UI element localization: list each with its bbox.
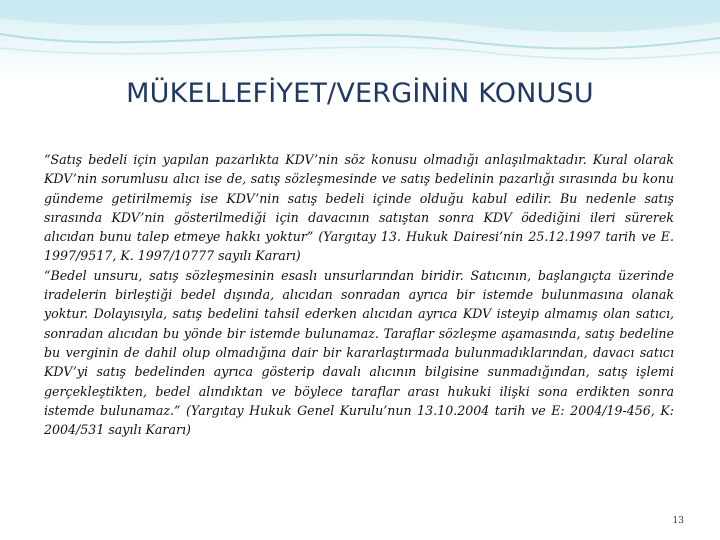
page-number: 13 <box>672 516 684 526</box>
slide-body <box>44 150 674 439</box>
quote-paragraph-2: “Bedel unsuru, satış sözleşmesinin esaslı unsurlarından biridir. Satıcının, başlangıçta üzerinde iradelerin birleştiği bedel dışında, alıcıdan sonradan ayrıca bir istemde bulunmasına olanak yoktur. Dolayısıyla, satış bedelini tahsil ederken alıcıdan ayrıca KDV isteyip almamış olan satıcı, sonradan alıcıdan bu yönde bir istemde bulunamaz. Taraflar sözleşme aşamasında, satış bedeline bu verginin de dahil olup olmadığına dair bir kararlaştırmada bulunmadıklarından, davacı satıcı KDV’yi satış bedelinden ayrıca gösterip davalı alıcının bilgisine sunmadığından, satış işlemi gerçekleştikten, bedel alındıktan ve böylece taraflar arası hukuki ilişki sona erdikten sonra istemde bulunamaz.” (Yargıtay Hukuk Genel Kurulu’nun 13.10.2004 tarih ve E: 2004/19-456, K: 2004/531 sayılı Kararı) <box>44 267 674 438</box>
header-wave-decoration <box>0 0 720 80</box>
slide-title: MÜKELLEFİYET/VERGİNİN KONUSU <box>126 78 594 109</box>
quote-paragraph-1: “Satış bedeli için yapılan pazarlıkta KDV’nin söz konusu olmadığı anlaşılmaktadır. Kural olarak KDV’nin sorumlusu alıcı ise de, satış sözleşmesinde ve satış bedelinin pazarlığı sırasında bu konu gündeme getirilmemiş ise KDV’nin satış bedeli içinde olduğu kabul edilir. Bu nedenle satış sırasında KDV’nin gösterilmediği için davacının satıştan sonra KDV ödediğini ileri sürerek alıcıdan bunu talep etmeye hakkı yoktur” (Yargıtay 13. Hukuk Dairesi’nin 25.12.1997 tarih ve E. 1997/9517, K. 1997/10777 sayılı Kararı) <box>44 152 674 264</box>
